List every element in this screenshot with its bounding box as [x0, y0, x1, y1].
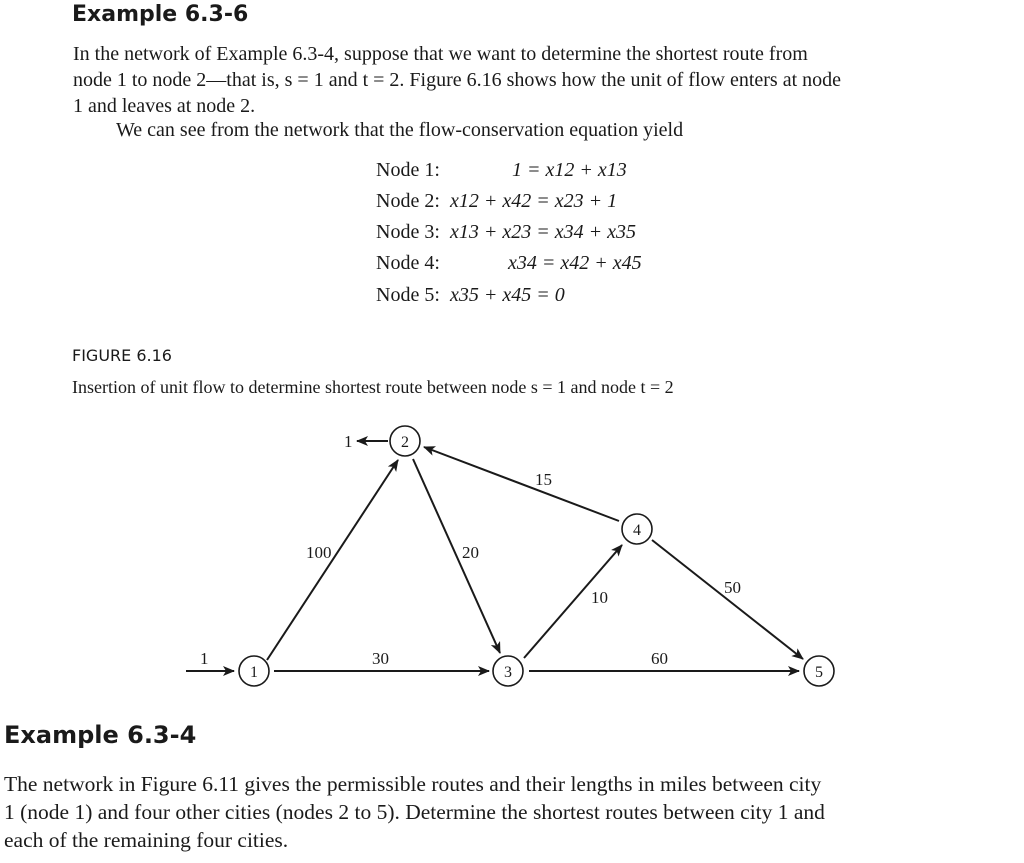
node-3-label: 3 [504, 664, 512, 681]
arc-4-2 [424, 447, 619, 521]
equation-label-node-3: Node 3: [376, 221, 440, 243]
flow-conservation-intro: We can see from the network that the flow-conservation equation yield [116, 119, 684, 141]
node-2 [390, 426, 420, 456]
arc-1-2 [267, 460, 398, 660]
node-5-label: 5 [815, 664, 823, 681]
example-6-3-6-paragraph [73, 41, 841, 119]
node-2-label: 2 [401, 434, 409, 451]
paragraph-line: each of the remaining four cities. [4, 828, 289, 852]
arc-4-5-length: 50 [724, 578, 741, 597]
node-1-label: 1 [250, 664, 258, 681]
equation-label-node-5: Node 5: [376, 284, 440, 306]
equation-node-4: x34 = x42 + x45 [508, 252, 642, 274]
node-4 [622, 514, 652, 544]
outflow-label: 1 [344, 432, 353, 451]
network-diagram [0, 410, 1024, 710]
example-6-3-4-heading: Example 6.3-4 [4, 721, 197, 749]
arc-2-3-length: 20 [462, 543, 479, 562]
equation-node-5: x35 + x45 = 0 [450, 284, 565, 306]
figure-caption: Insertion of unit flow to determine shortest route between node s = 1 and node t = 2 [72, 377, 674, 397]
equation-node-1: 1 = x12 + x13 [512, 159, 627, 181]
node-3 [493, 656, 523, 686]
example-6-3-4-paragraph [4, 770, 825, 854]
arc-2-3 [413, 459, 500, 653]
node-1 [239, 656, 269, 686]
equation-label-node-4: Node 4: [376, 252, 440, 274]
arc-3-5-length: 60 [651, 649, 668, 668]
paragraph-line: node 1 to node 2—that is, s = 1 and t = 2. Figure 6.16 shows how the unit of flow enters at node [73, 69, 842, 91]
equation-label-node-2: Node 2: [376, 190, 440, 212]
paragraph-line: In the network of Example 6.3-4, suppose that we want to determine the shortest route from [73, 43, 808, 65]
node-4-label: 4 [633, 522, 641, 539]
paragraph-line: The network in Figure 6.11 gives the permissible routes and their lengths in miles between city [4, 772, 822, 796]
arc-4-2-length: 15 [535, 470, 552, 489]
arc-1-2-length: 100 [306, 543, 332, 562]
arc-4-5 [652, 540, 803, 659]
equation-label-node-1: Node 1: [376, 159, 440, 181]
arc-1-3-length: 30 [372, 649, 389, 668]
arc-3-4-length: 10 [591, 588, 608, 607]
equation-node-2: x12 + x42 = x23 + 1 [450, 190, 618, 212]
equation-node-3: x13 + x23 = x34 + x35 [450, 221, 636, 243]
example-6-3-6-heading: Example 6.3-6 [72, 2, 249, 27]
paragraph-line: 1 (node 1) and four other cities (nodes 2 to 5). Determine the shortest routes between city 1 and [4, 800, 825, 824]
inflow-label: 1 [200, 649, 209, 668]
node-5 [804, 656, 834, 686]
paragraph-line: 1 and leaves at node 2. [73, 95, 256, 117]
figure-label: FIGURE 6.16 [72, 346, 172, 365]
